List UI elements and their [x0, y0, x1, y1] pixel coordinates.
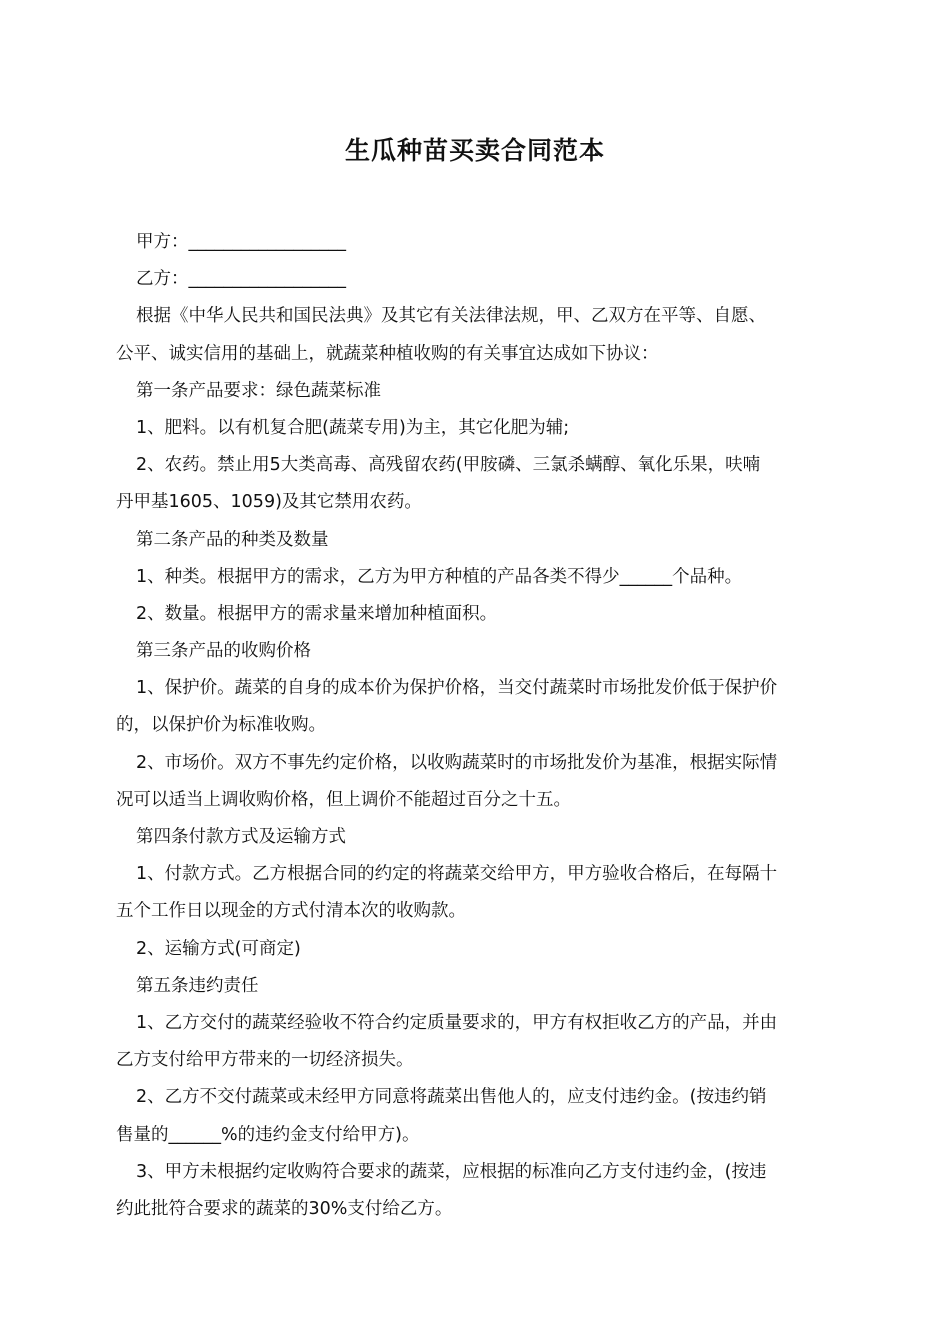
document-body: [116, 224, 838, 1228]
text-line: 的，以保护价为标准收购。: [116, 715, 326, 736]
text-line: 售量的______%的违约金支付给甲方)。: [116, 1124, 420, 1145]
document-title: 生瓜种苗买卖合同范本: [344, 136, 605, 165]
text-line: 公平、诚实信用的基础上，就蔬菜种植收购的有关事宜达成如下协议：: [116, 343, 659, 364]
text-line: 五个工作日以现金的方式付清本次的收购款。: [116, 901, 466, 922]
text-line: 2、数量。根据甲方的需求量来增加种植面积。: [136, 603, 498, 624]
text-line: 2、运输方式(可商定): [136, 938, 301, 959]
text-line: 1、保护价。蔬菜的自身的成本价为保护价格，当交付蔬菜时市场批发价低于保护价: [136, 678, 778, 699]
text-line: 约此批符合要求的蔬菜的30%支付给乙方。: [116, 1198, 453, 1219]
text-line: 1、付款方式。乙方根据合同的约定的将蔬菜交给甲方，甲方验收合格后，在每隔十: [136, 864, 778, 885]
text-line: 根据《中华人民共和国民法典》及其它有关法律法规，甲、乙双方在平等、自愿、: [136, 306, 766, 327]
text-line: 第一条产品要求：绿色蔬菜标准: [136, 380, 381, 401]
text-line: 第五条违约责任: [136, 975, 259, 996]
text-line: 第四条付款方式及运输方式: [136, 827, 346, 847]
text-line: 1、种类。根据甲方的需求，乙方为甲方种植的产品各类不得少______个品种。: [136, 566, 743, 587]
text-line: 1、肥料。以有机复合肥(蔬菜专用)为主，其它化肥为辅;: [136, 417, 570, 438]
text-line: 乙方支付给甲方带来的一切经济损失。: [116, 1050, 414, 1071]
text-line: 丹甲基1605、1059)及其它禁用农药。: [116, 492, 422, 513]
text-line: 3、甲方未根据约定收购符合要求的蔬菜，应根据的标准向乙方支付违约金，(按违: [136, 1161, 767, 1182]
text-line: 甲方：__________________: [136, 232, 346, 252]
text-line: 2、农药。禁止用5大类高毒、高残留农药(甲胺磷、三氯杀螨醇、氧化乐果，呋喃: [136, 455, 761, 476]
text-line: 2、乙方不交付蔬菜或未经甲方同意将蔬菜出售他人的，应支付违约金。(按违约销: [136, 1087, 767, 1108]
text-line: 第二条产品的种类及数量: [136, 529, 329, 550]
text-line: 第三条产品的收购价格: [136, 641, 311, 662]
text-line: 乙方：__________________: [136, 269, 346, 290]
text-line: 2、市场价。双方不事先约定价格，以收购蔬菜时的市场批发价为基准，根据实际情: [136, 752, 778, 773]
text-line: 1、乙方交付的蔬菜经验收不符合约定质量要求的，甲方有权拒收乙方的产品，并由: [136, 1012, 778, 1033]
text-line: 况可以适当上调收购价格，但上调价不能超过百分之十五。: [116, 789, 571, 810]
